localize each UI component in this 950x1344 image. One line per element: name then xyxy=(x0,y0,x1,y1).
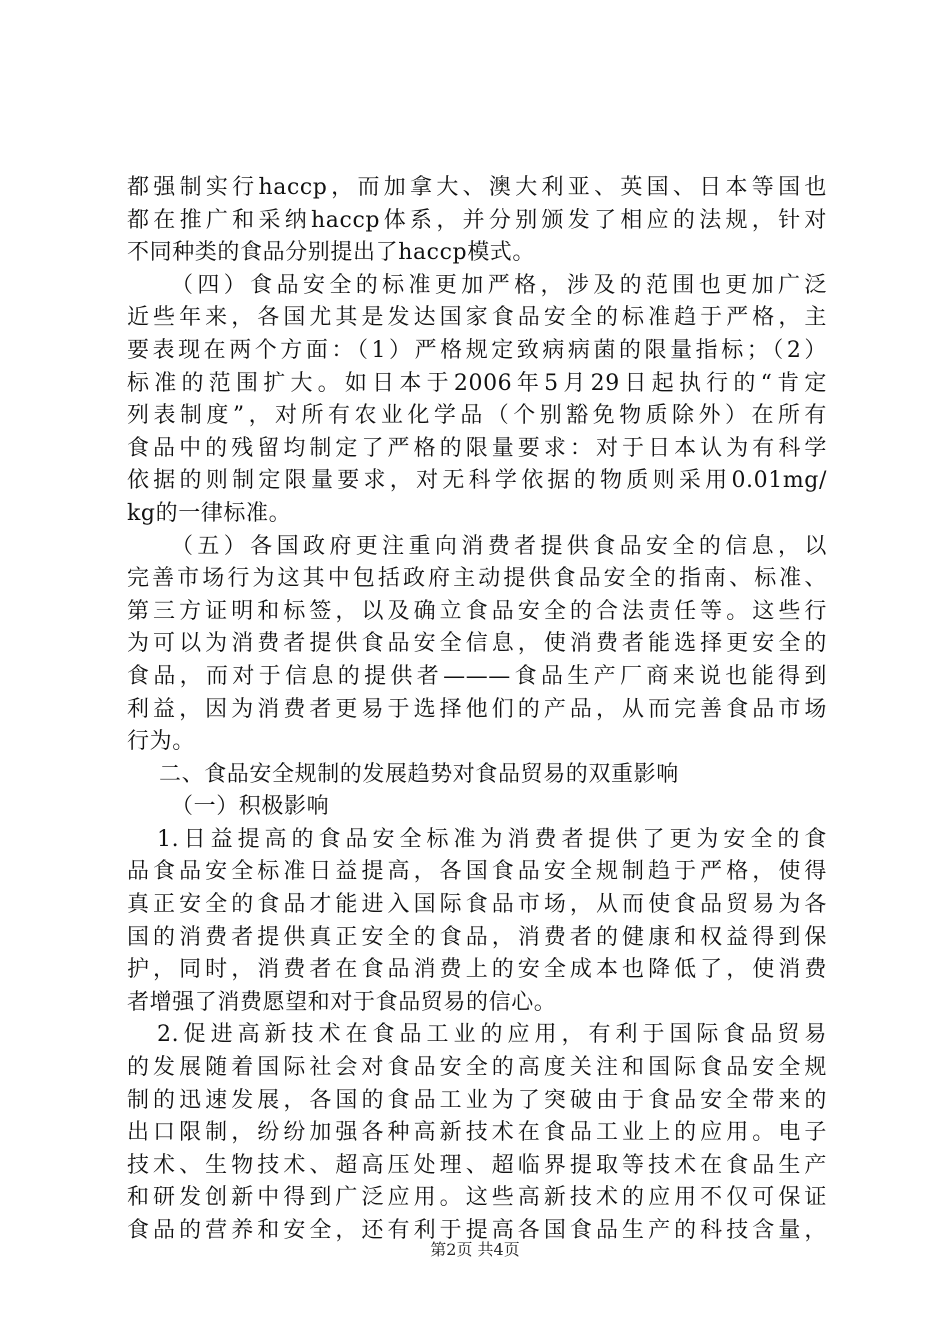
text-line: 利益，因为消费者更易于选择他们的产品，从而完善食品市场 xyxy=(127,696,827,722)
text-line: 和研发创新中得到广泛应用。这些高新技术的应用不仅可保证 xyxy=(127,1185,827,1211)
text-line: 第三方证明和标签，以及确立食品安全的合法责任等。这些行 xyxy=(127,598,827,624)
text-line: 国的消费者提供真正安全的食品，消费者的健康和权益得到保 xyxy=(127,924,827,950)
text-line: 行为。 xyxy=(127,729,195,755)
text-line: 制的迅速发展，各国的食品工业为了突破由于食品安全带来的 xyxy=(127,1087,827,1113)
text-line: 近些年来，各国尤其是发达国家食品安全的标准趋于严格，主 xyxy=(127,305,827,331)
text-line: 出口限制，纷纷加强各种高新技术在食品工业上的应用。电子 xyxy=(127,1120,827,1146)
page-number-footer: 第2页 共4页 xyxy=(430,1240,520,1259)
text-line: 都在推广和采纳haccp体系，并分别颁发了相应的法规，针对 xyxy=(127,207,827,233)
text-line: 食品的营养和安全，还有利于提高各国食品生产的科技含量， xyxy=(127,1218,827,1243)
text-line: 要表现在两个方面：（1）严格规定致病病菌的限量指标；（2） xyxy=(127,337,827,363)
text-line: 依据的则制定限量要求，对无科学依据的物质则采用0.01mg/ xyxy=(127,468,827,494)
body-text xyxy=(127,172,827,1248)
numbered-paragraph-2: 2.促进高新技术在食品工业的应用，有利于国际食品贸易 xyxy=(157,1022,827,1048)
text-line: 护，同时，消费者在食品消费上的安全成本也降低了，使消费 xyxy=(127,957,827,983)
text-line: 者增强了消费愿望和对于食品贸易的信心。 xyxy=(127,989,557,1015)
section-heading-4: （四）食品安全的标准更加严格，涉及的范围也更加广泛 xyxy=(171,272,827,298)
text-line: 都强制实行haccp，而加拿大、澳大利亚、英国、日本等国也 xyxy=(127,175,827,200)
text-line: 列表制度”，对所有农业化学品（个别豁免物质除外）在所有 xyxy=(127,403,827,429)
text-line: 不同种类的食品分别提出了haccp模式。 xyxy=(127,240,536,266)
text-line: 完善市场行为这其中包括政府主动提供食品安全的指南、标准、 xyxy=(127,566,827,592)
text-line: 技术、生物技术、超高压处理、超临界提取等技术在食品生产 xyxy=(127,1152,827,1178)
text-line: 为可以为消费者提供食品安全信息，使消费者能选择更安全的 xyxy=(127,631,827,657)
subsection-heading: （一）积极影响 xyxy=(171,794,330,820)
numbered-paragraph-1: 1.日益提高的食品安全标准为消费者提供了更为安全的食 xyxy=(157,826,827,852)
text-line: 的发展随着国际社会对食品安全的高度关注和国际食品安全规 xyxy=(127,1055,827,1081)
section-heading-5: （五）各国政府更注重向消费者提供食品安全的信息，以 xyxy=(171,533,827,559)
text-line: 品食品安全标准日益提高，各国食品安全规制趋于严格，使得 xyxy=(127,859,827,885)
text-line: 食品中的残留均制定了严格的限量要求：对于日本认为有科学 xyxy=(127,435,827,461)
chapter-heading: 二、食品安全规制的发展趋势对食品贸易的双重影响 xyxy=(159,761,679,787)
text-line: 食品，而对于信息的提供者———食品生产厂商来说也能得到 xyxy=(127,663,827,689)
text-line: 真正安全的食品才能进入国际食品市场，从而使食品贸易为各 xyxy=(127,892,827,918)
text-line: kg的一律标准。 xyxy=(127,500,292,526)
text-line: 标准的范围扩大。如日本于2006年5月29日起执行的“肯定 xyxy=(127,370,827,396)
